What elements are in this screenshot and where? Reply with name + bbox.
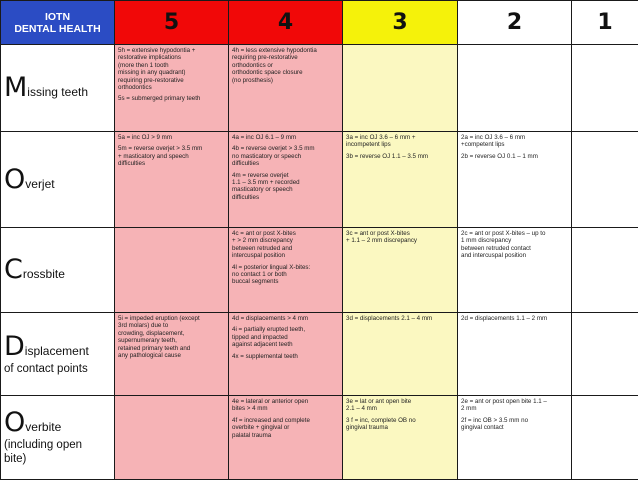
criterion-entry: 3c = ant or post X-bites + 1.1 – 2 mm discrepancy bbox=[346, 230, 455, 245]
grade-5-cell bbox=[115, 396, 229, 480]
criterion-entry: 5s = submerged primary teeth bbox=[118, 95, 226, 102]
grade-4-cell bbox=[229, 132, 343, 228]
grade-2-cell bbox=[458, 396, 572, 480]
table-row bbox=[1, 396, 638, 480]
grade-4-cell bbox=[229, 313, 343, 396]
criterion-entry: 2b = reverse OJ 0.1 – 1 mm bbox=[461, 153, 569, 160]
row-label-initial: M bbox=[4, 72, 27, 103]
criterion-entry: 4c = ant or post X-bites + > 2 mm discrepancy between retruded and intercuspal position bbox=[232, 230, 340, 260]
criterion-entry: 3a = inc OJ 3.6 – 6 mm + incompetent lips bbox=[346, 134, 455, 149]
corner-subtitle: DENTAL HEALTH bbox=[14, 23, 100, 35]
criterion-entry: 4x = supplemental teeth bbox=[232, 353, 340, 360]
row-label bbox=[1, 132, 115, 228]
criterion-entry: 3d = displacements 2.1 – 4 mm bbox=[346, 315, 455, 322]
grade-5-cell bbox=[115, 313, 229, 396]
criterion-entry: 3e = lat or ant open bite 2.1 – 4 mm bbox=[346, 398, 455, 413]
grade-1-header: 1 bbox=[572, 1, 638, 45]
criterion-entry: 5i = impeded eruption (except 3rd molars) due to crowding, displacement, supernumerary teeth, retained primary teeth and any pathological cause bbox=[118, 315, 226, 359]
row-label bbox=[1, 45, 115, 132]
criterion-entry: 2d = displacements 1.1 – 2 mm bbox=[461, 315, 569, 322]
row-label-initial: D bbox=[4, 331, 25, 362]
grade-5-cell bbox=[115, 132, 229, 228]
row-label bbox=[1, 228, 115, 313]
grade-2-cell bbox=[458, 313, 572, 396]
grade-1-cell bbox=[572, 228, 638, 313]
criterion-entry: 2f = inc OB > 3.5 mm no gingival contact bbox=[461, 417, 569, 432]
criterion-entry: 3b = reverse OJ 1.1 – 3.5 mm bbox=[346, 153, 455, 160]
grade-2-cell bbox=[458, 228, 572, 313]
criterion-entry: 4b = reverse overjet > 3.5 mm no masticatory or speech difficulties bbox=[232, 145, 340, 167]
table-row bbox=[1, 45, 638, 132]
row-label-rest: issing teeth bbox=[27, 85, 88, 99]
row-label bbox=[1, 313, 115, 396]
row-label-initial: O bbox=[4, 164, 25, 195]
grade-4-cell bbox=[229, 396, 343, 480]
grade-3-cell bbox=[343, 132, 458, 228]
grade-4-cell bbox=[229, 45, 343, 132]
row-label-sub: of contact points bbox=[4, 362, 114, 376]
criterion-entry: 5m = reverse overjet > 3.5 mm + masticatory and speech difficulties bbox=[118, 145, 226, 167]
criterion-entry: 4i = partially erupted teeth, tipped and impacted against adjacent teeth bbox=[232, 326, 340, 348]
table-row bbox=[1, 228, 638, 313]
grade-2-header: 2 bbox=[458, 1, 572, 45]
grade-3-cell bbox=[343, 313, 458, 396]
corner-header bbox=[1, 1, 115, 45]
grade-1-cell bbox=[572, 313, 638, 396]
table-row bbox=[1, 132, 638, 228]
grade-5-header: 5 bbox=[115, 1, 229, 45]
grade-3-cell bbox=[343, 396, 458, 480]
criterion-entry: 4h = less extensive hypodontia requiring pre-restorative orthodontics or orthodontic space closure (no prosthesis) bbox=[232, 47, 340, 84]
criterion-entry: 4e = lateral or anterior open bites > 4 mm bbox=[232, 398, 340, 413]
row-label bbox=[1, 396, 115, 480]
grade-1-cell bbox=[572, 45, 638, 132]
corner-title: IOTN bbox=[45, 11, 70, 23]
criterion-entry: 2c = ant or post X-bites – up to 1 mm discrepancy between retruded contact and intercuspal position bbox=[461, 230, 569, 260]
criterion-entry: 4l = posterior lingual X-bites: no contact 1 or both buccal segments bbox=[232, 264, 340, 286]
criterion-entry: 5a = inc OJ > 9 mm bbox=[118, 134, 226, 141]
criterion-entry: 2e = ant or post open bite 1.1 – 2 mm bbox=[461, 398, 569, 413]
row-label-rest: rossbite bbox=[23, 267, 65, 281]
grade-2-cell bbox=[458, 132, 572, 228]
grade-3-cell bbox=[343, 228, 458, 313]
grade-1-cell bbox=[572, 132, 638, 228]
grade-1-cell bbox=[572, 396, 638, 480]
grade-3-cell bbox=[343, 45, 458, 132]
grade-4-header: 4 bbox=[229, 1, 343, 45]
row-label-initial: O bbox=[4, 407, 25, 438]
row-label-sub: (including open bite) bbox=[4, 438, 114, 466]
row-label-rest: isplacement bbox=[25, 344, 89, 358]
row-label-rest: verjet bbox=[25, 177, 54, 191]
table-row bbox=[1, 313, 638, 396]
criterion-entry: 4a = inc OJ 6.1 – 9 mm bbox=[232, 134, 340, 141]
criterion-entry: 4d = displacements > 4 mm bbox=[232, 315, 340, 322]
row-label-initial: C bbox=[4, 254, 23, 285]
grade-5-cell bbox=[115, 45, 229, 132]
row-label-rest: verbite bbox=[25, 420, 61, 434]
criterion-entry: 2a = inc OJ 3.6 – 6 mm +competent lips bbox=[461, 134, 569, 149]
criterion-entry: 4m = reverse overjet 1.1 – 3.5 mm + recorded masticatory or speech difficulties bbox=[232, 172, 340, 202]
criterion-entry: 5h = extensive hypodontia + restorative implications (more then 1 tooth missing in any quadrant) requiring pre-restorative orthodontics bbox=[118, 47, 226, 91]
grade-5-cell bbox=[115, 228, 229, 313]
grade-3-header: 3 bbox=[343, 1, 458, 45]
grade-2-cell bbox=[458, 45, 572, 132]
criterion-entry: 4f = increased and complete overbite + gingival or palatal trauma bbox=[232, 417, 340, 439]
criterion-entry: 3 f = inc, complete OB no gingival trauma bbox=[346, 417, 455, 432]
grade-4-cell bbox=[229, 228, 343, 313]
header-row bbox=[1, 1, 638, 45]
